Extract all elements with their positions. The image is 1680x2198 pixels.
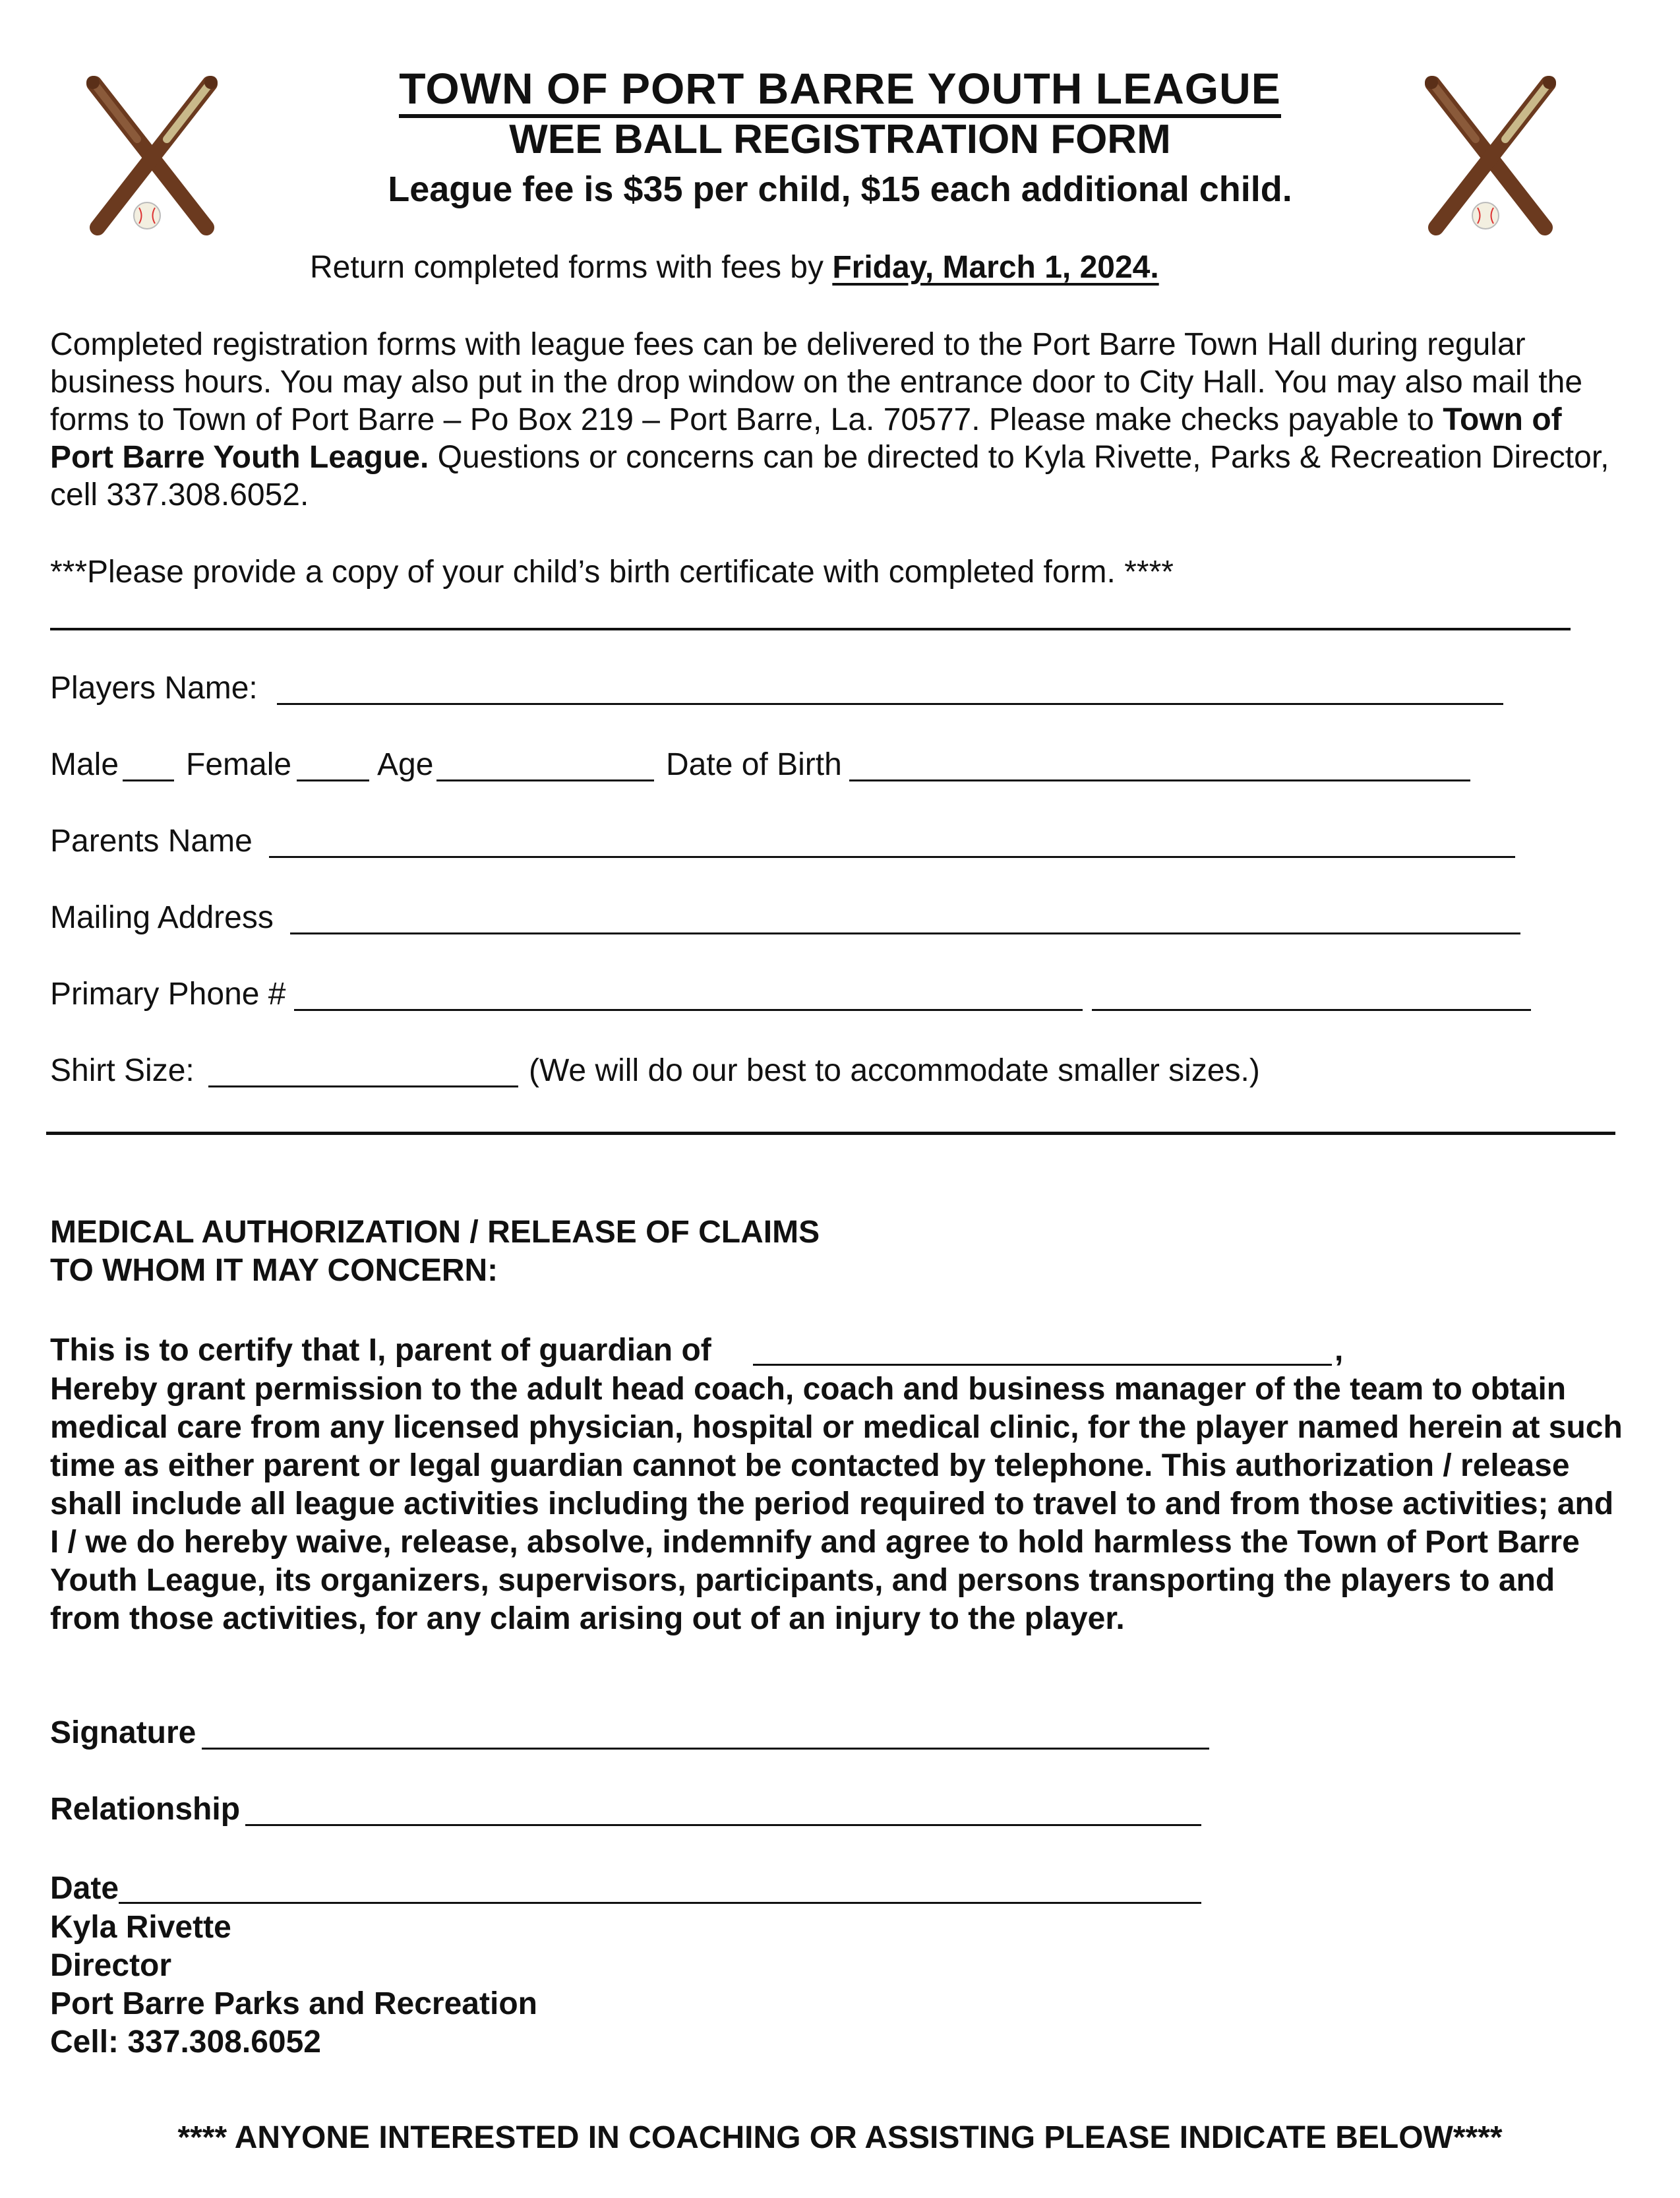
male-label: Male (50, 747, 119, 782)
intro-paragraph (50, 326, 1619, 514)
contact-org: Port Barre Parks and Recreation (50, 1986, 537, 2021)
contact-title: Director (50, 1948, 172, 1983)
divider (46, 1132, 1615, 1135)
intro-text-1: Completed registration forms with league fees can be delivered to the Port Barre Town Hall during regular business hours. You may also put in the drop window on the entrance door to City Hall. You may also mail the forms to Town of Port Barre – Po Box 219 – Port Barre, La. 70577. Please make checks payable to (50, 327, 1583, 437)
age-label: Age (377, 747, 434, 782)
female-label: Female (186, 747, 292, 782)
signature-label: Signature (50, 1715, 196, 1750)
page-title-text: TOWN OF PORT BARRE YOUTH LEAGUE (399, 64, 1281, 118)
medical-heading (50, 1213, 820, 1290)
primary-phone-field[interactable] (294, 1009, 1083, 1011)
return-text: Return completed forms with fees by (310, 250, 833, 285)
players-name-label: Players Name: (50, 671, 258, 706)
intro-text-2: Questions or concerns can be directed to Kyla Rivette, Parks & Recreation Director, cell 337.308.6052. (50, 440, 1609, 512)
relationship-label: Relationship (50, 1792, 241, 1827)
secondary-phone-field[interactable] (1092, 1009, 1531, 1011)
certify-comma: , (1335, 1333, 1344, 1368)
primary-phone-label: Primary Phone # (50, 977, 286, 1012)
contact-name: Kyla Rivette (50, 1910, 231, 1945)
guardian-of-field[interactable] (753, 1364, 1332, 1366)
shirt-size-field[interactable] (208, 1085, 518, 1087)
mailing-address-label: Mailing Address (50, 900, 274, 935)
shirt-size-note: (We will do our best to accommodate smaller sizes.) (529, 1053, 1260, 1088)
medical-release-text: Hereby grant permission to the adult head coach, coach and business manager of the team to obtain medical care from any licensed physician, hospital or medical clinic, for the player named herein at such time as either parent or legal guardian cannot be contacted by telephone. This authorization / release shall include all league activities including the period required to travel to and from those activities; and I / we do hereby waive, release, absolve, indemnify and agree to hold harmless the Town of Port Barre Youth League, its organizers, supervisors, participants, and persons transporting the players to and from those activities, for any claim arising out of an injury to the player. (50, 1372, 1623, 1636)
date-field[interactable] (119, 1902, 1201, 1904)
relationship-field[interactable] (245, 1824, 1201, 1826)
coaching-footer: **** ANYONE INTERESTED IN COACHING OR ASSISTING PLEASE INDICATE BELOW**** (177, 2120, 1503, 2155)
date-of-birth-label: Date of Birth (666, 747, 842, 782)
return-date: Friday, March 1, 2024. (832, 250, 1159, 285)
form-subtitle: WEE BALL REGISTRATION FORM (509, 117, 1171, 162)
date-of-birth-field[interactable] (849, 779, 1470, 781)
contact-cell: Cell: 337.308.6052 (50, 2025, 321, 2060)
divider (50, 628, 1571, 630)
parents-name-label: Parents Name (50, 824, 253, 859)
players-name-field[interactable] (277, 703, 1503, 705)
birth-certificate-note: ***Please provide a copy of your child’s birth certificate with completed form. **** (50, 555, 1174, 590)
contact-block (50, 1908, 537, 2061)
medical-heading-salutation: TO WHOM IT MAY CONCERN: (50, 1253, 498, 1288)
signature-field[interactable] (202, 1748, 1209, 1750)
date-label: Date (50, 1871, 119, 1906)
return-deadline (310, 249, 1159, 286)
certify-label: This is to certify that I, parent of guardian of (50, 1333, 711, 1368)
league-fee: League fee is $35 per child, $15 each additional child. (388, 169, 1292, 209)
mailing-address-field[interactable] (290, 932, 1520, 934)
medical-heading-title: MEDICAL AUTHORIZATION / RELEASE OF CLAIMS (50, 1215, 820, 1250)
page-title (0, 63, 1680, 113)
payee-name: Town of Port Barre Youth League. (50, 402, 1562, 475)
age-field[interactable] (436, 779, 654, 781)
shirt-size-label: Shirt Size: (50, 1053, 195, 1088)
female-field[interactable] (297, 779, 369, 781)
male-field[interactable] (123, 779, 174, 781)
parents-name-field[interactable] (269, 856, 1515, 858)
